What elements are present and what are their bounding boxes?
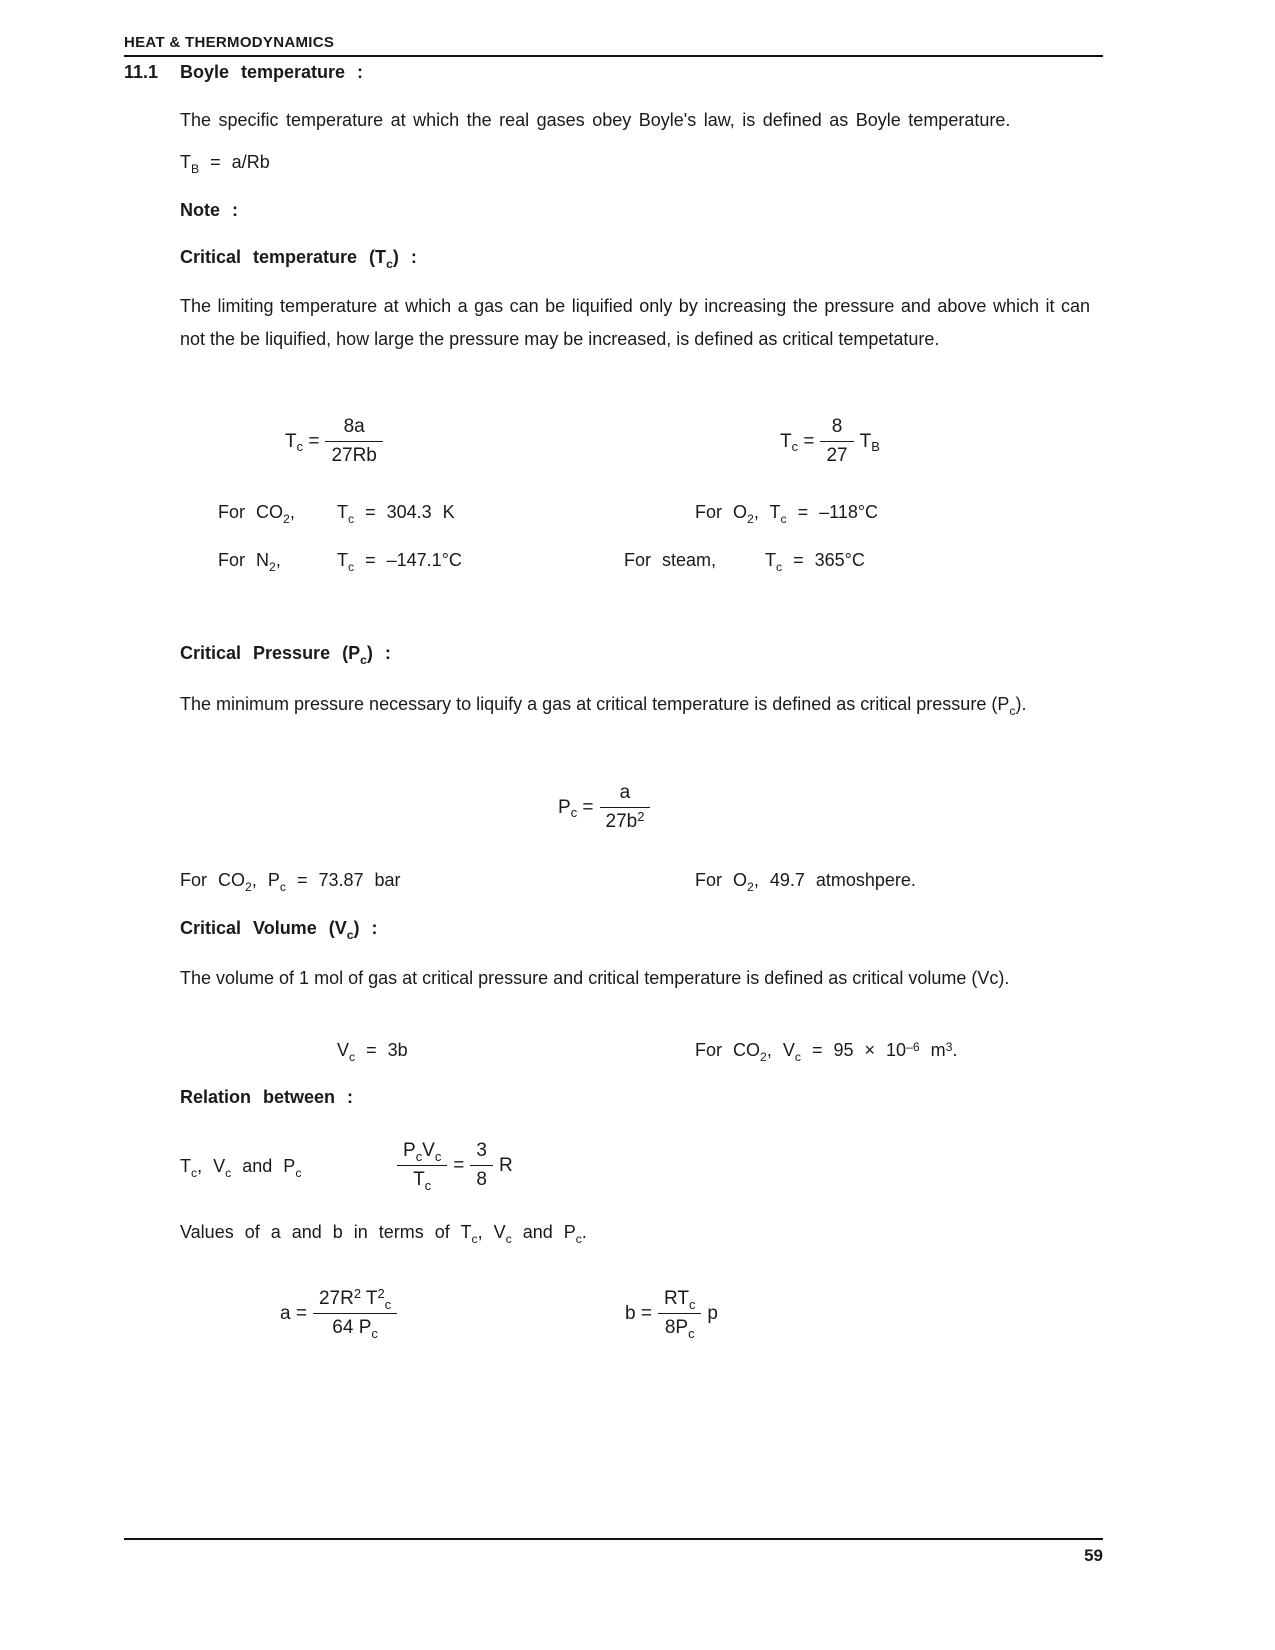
example-co2-label: For $CO_2$, bbox=[218, 502, 295, 526]
fraction-denominator: 27Rb bbox=[325, 441, 382, 467]
section-title: Boyle temperature : bbox=[180, 62, 364, 82]
b-formula-lhs: b = bbox=[625, 1302, 652, 1324]
fraction-denominator: $8P_c$ bbox=[658, 1313, 701, 1339]
example-o2: For $O_2$, $T_c = -118^\circ C$ bbox=[695, 502, 879, 526]
critical-temperature-paragraph: The limiting temperature at which a gas can be liquified only by increasing the pressure and above which it can not the be liquified, how large the pressure may be increased, is defined as critical tempetature. bbox=[180, 296, 1090, 349]
fraction-denominator: 64 $P_c$ bbox=[313, 1313, 397, 1339]
fraction-numerator: $RT_c$ bbox=[663, 1288, 696, 1312]
relation-formula-rhs: R bbox=[498, 1154, 513, 1176]
b-formula bbox=[625, 1288, 718, 1339]
tc-formula-left bbox=[285, 416, 383, 467]
fraction bbox=[600, 782, 651, 833]
section-heading bbox=[124, 62, 363, 83]
fraction-numerator: a bbox=[619, 782, 631, 803]
critical-volume-paragraph: The volume of 1 mol of gas at critical pressure and critical temperature is defined as critical volume (Vc). bbox=[180, 968, 1010, 988]
fraction-denominator: 8 bbox=[470, 1165, 493, 1191]
fraction-numerator: 8 bbox=[831, 416, 843, 437]
intro-paragraph: The specific temperature at which the real gases obey Boyle's law, is defined as Boyle temperature. bbox=[180, 110, 1011, 130]
header-rule bbox=[124, 55, 1103, 57]
example-steam-value: $T_c = 365^\circ C$ bbox=[765, 550, 865, 574]
volume-example-co2: For $CO_2$, $V_c = 95 \times 10^{-6}$ $m^3$. bbox=[695, 1039, 958, 1064]
fraction bbox=[397, 1140, 447, 1191]
tc-formula-right bbox=[780, 416, 880, 467]
a-formula bbox=[280, 1288, 397, 1339]
fraction bbox=[313, 1288, 397, 1339]
critical-pressure-heading: Critical Pressure $(P_c)$ : bbox=[180, 643, 391, 667]
note-label: Note : bbox=[180, 200, 238, 220]
tc-formula-right-rhs: $T_B$ bbox=[859, 430, 880, 455]
critical-temperature-heading: Critical temperature $(T_c)$ : bbox=[180, 247, 417, 271]
tc-formula-left-lhs: $T_c$ = bbox=[285, 430, 320, 455]
page-number: 59 bbox=[1084, 1546, 1103, 1565]
relation-heading: Relation between : bbox=[180, 1087, 354, 1107]
tb-formula: $T_B = a/Rb$ bbox=[180, 152, 270, 176]
a-formula-lhs: a = bbox=[280, 1302, 307, 1324]
section-number: 11.1 bbox=[124, 62, 159, 82]
footer-rule bbox=[124, 1538, 1103, 1540]
values-line: Values of a and b in terms of $T_c$, $V_c$ and $P_c$. bbox=[180, 1222, 587, 1246]
running-head: HEAT & THERMODYNAMICS bbox=[124, 34, 335, 51]
fraction-numerator: $27R^2$ $T^2_c$ bbox=[318, 1286, 392, 1312]
fraction bbox=[658, 1288, 701, 1339]
example-co2-value: $T_c = 304.3$ K bbox=[337, 502, 455, 526]
fraction-denominator: 27 bbox=[820, 441, 853, 467]
fraction-numerator: 3 bbox=[476, 1140, 487, 1161]
tc-formula-right-lhs: $T_c$ = bbox=[780, 430, 815, 455]
fraction-denominator: $27b^2$ bbox=[600, 807, 651, 833]
fraction-denominator: $T_c$ bbox=[397, 1165, 447, 1191]
fraction bbox=[470, 1140, 493, 1191]
fraction bbox=[325, 416, 382, 467]
fraction bbox=[820, 416, 853, 467]
critical-volume-heading: Critical Volume $(V_c)$ : bbox=[180, 918, 378, 942]
pc-formula bbox=[558, 782, 650, 833]
fraction-numerator: $P_cV_c$ bbox=[403, 1140, 442, 1164]
fraction-numerator: 8a bbox=[343, 416, 365, 437]
example-steam-label: For steam, bbox=[624, 550, 717, 570]
pc-formula-lhs: $P_c$ = bbox=[558, 796, 594, 821]
example-n2-value: $T_c = -147.1^\circ C$ bbox=[337, 550, 462, 574]
vc-formula: $V_c = 3b$ bbox=[337, 1040, 408, 1064]
critical-pressure-paragraph: The minimum pressure necessary to liquify a gas at critical temperature is defined as critical pressure $(P_c)$. bbox=[180, 694, 1027, 718]
pressure-example-co2: For $CO_2$, $P_c = 73.87$ bar bbox=[180, 870, 401, 894]
example-n2-label: For $N_2$, bbox=[218, 550, 281, 574]
equals-sign: = bbox=[453, 1154, 465, 1176]
pressure-example-o2: For $O_2$, 49.7 atmoshpere. bbox=[695, 870, 916, 894]
relation-formula bbox=[397, 1140, 513, 1191]
relation-lhs: $T_c$, $V_c$ and $P_c$ bbox=[180, 1156, 302, 1180]
b-formula-rhs: p bbox=[707, 1302, 718, 1324]
